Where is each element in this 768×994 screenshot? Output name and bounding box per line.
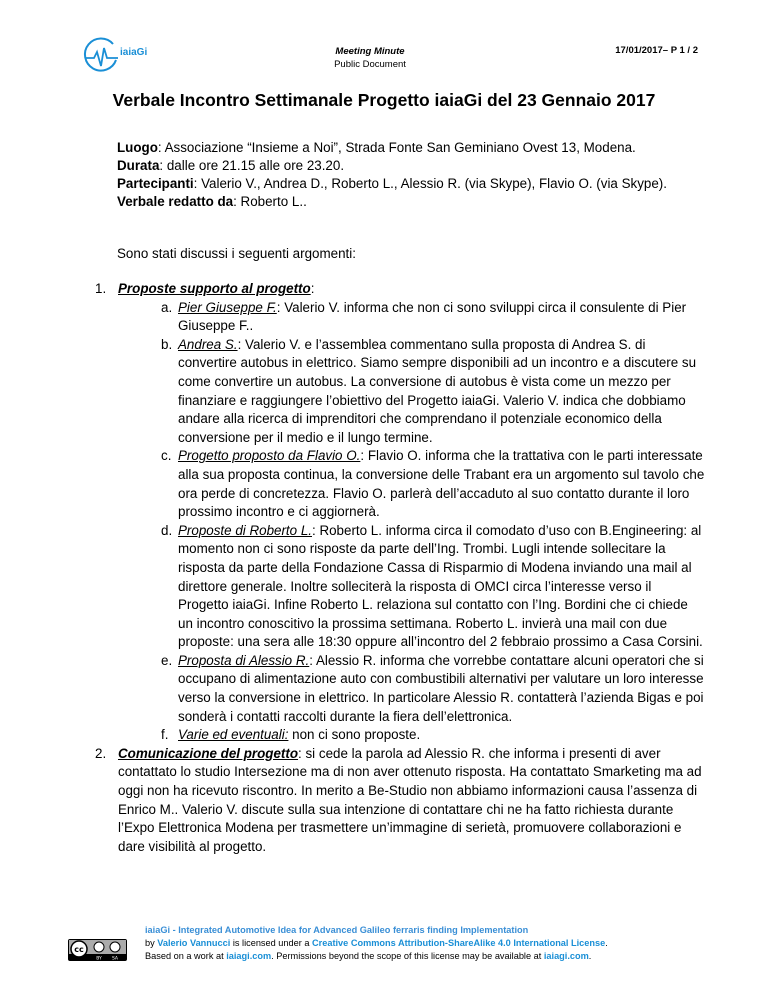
list-item: 1. Proposte supporto al progetto: a. Pier Giuseppe F.: Valerio V. informa che non ci sono sviluppi circa il consulente di Pier Giuseppe F.. b. Andrea S.: Valerio V. e l’assemblea commentano sulla proposta di Andrea S. di convertire autobus in elettrico. Siamo sempre disponibili ad un incontro e a discutere su come convertire un autobus. La conversione di autobus è vista come un mezzo per finanziare e raggiungere l’obiettivo del Progetto iaiaGi. Valerio V. indica che dobbiamo andare alla ricerca di imprenditori che comprendano il potenziale economico della conversione per il medio e il lungo termine. c. Progetto proposto da Flavio O.: Flavio O. informa che la trattativa con le parti interessate alla sua proposta continua, la conversione delle Trabant era un argomento sul tavolo che ora perde di concretezza. Flavio O. parlerà dell’accaduto al suo contatto durante il loro prossimo incontro e ci aggiornerà. d. Proposte di Roberto L.: Roberto L. informa circa il comodato d’uso con B.Engineering: al momento non ci sono risposte da parte dell’Ing. Trombi. Lugli intende sollecitare la risposta da parte della Fondazione Cassa di Risparmio di Modena inviando una mail al direttore generale. Inoltre solleciterà la risposta di OMCI circa l’interesse verso il Progetto iaiaGi. Infine Roberto L. relaziona sul contatto con l’Ing. Bordini che ci chiede un incontro conoscitivo la prossima settimana. Roberto L. invierà una mail con due proposte: una sera alle 18:30 oppure all’incontro del 2 febbraio prossimo a Casa Corsini. e. Proposta di Alessio R.: Alessio R. informa che vorrebbe contattare alcuni operatori che si occupano di alimentazione auto con combustibili alternativi per valutare un loro interesse verso la conversione in elettrico. In particolare Alessio R. contatterà l’azienda Bigas e poi sonderà i contatti raccolti durante la fiera dell’elettronica. f. Varie ed eventuali: non ci sono proposte. <box>118 280 705 745</box>
by-label: BY <box>96 956 102 960</box>
doc-type: Meeting Minute <box>335 46 405 57</box>
list-item: d. Proposte di Roberto L.: Roberto L. informa circa il comodato d’uso con B.Engineering: al momento non ci sono risposte da parte dell’Ing. Trombi. Lugli intende sollecitare la risposta da parte della Fondazione Cassa di Risparmio di Modena inviando una mail al direttore generale. Inoltre solleciterà la risposta di OMCI circa l’interesse verso il Progetto iaiaGi. Infine Roberto L. relaziona sul contatto con l’Ing. Bordini che ci chiede un incontro conoscitivo la prossima settimana. Roberto L. invierà una mail con due proposte: una sera alle 18:30 oppure all’incontro del 2 febbraio prossimo a Casa Corsini. <box>161 522 703 650</box>
footer-license-line: by Valerio Vannucci is licensed under a Creative Commons Attribution-ShareAlike 4.0 International License. <box>145 938 608 948</box>
sa-label: SA <box>111 956 119 960</box>
site-link-2[interactable]: iaiagi.com <box>543 951 589 961</box>
list-item: b. Andrea S.: Valerio V. e l’assemblea commentano sulla proposta di Andrea S. di convertire autobus in elettrico. Siamo sempre disponibili ad un incontro e a discutere su come convertire un autobus. La conversione di autobus è vista come un mezzo per finanziare e raggiungere l’obiettivo del Progetto iaiaGi. Valerio V. indica che dobbiamo andare alla ricerca di imprenditori che comprendano il potenziale economico della conversione per il medio e il lungo termine. <box>161 336 697 445</box>
logo <box>80 36 164 76</box>
meta-verbale: Verbale redatto da: Roberto L.. <box>117 194 307 209</box>
list-item: f. Varie ed eventuali: non ci sono proposte. <box>161 727 421 743</box>
intro-text: Sono stati discussi i seguenti argomenti: <box>117 246 356 261</box>
logo-text: iaiaGi <box>120 47 148 58</box>
item-title: Comunicazione del progetto <box>118 745 299 761</box>
meta-block <box>117 139 717 211</box>
logo-icon <box>80 36 120 76</box>
list-item: c. Progetto proposto da Flavio O.: Flavio O. informa che la trattativa con le parti interessate alla sua proposta continua, la conversione delle Trabant era un argomento sul tavolo che ora perde di concretezza. Flavio O. parlerà dell’accaduto al suo contatto durante il loro prossimo incontro e ci aggiornerà. <box>161 448 705 520</box>
cc-license-badge[interactable] <box>68 939 127 961</box>
meta-partecipanti: Partecipanti: Valerio V., Andrea D., Roberto L., Alessio R. (via Skype), Flavio O. (via Skype). <box>117 176 667 191</box>
item-title: Proposte supporto al progetto <box>118 281 311 296</box>
meta-durata: Durata: dalle ore 21.15 alle ore 23.20. <box>117 158 345 173</box>
doc-class: Public Document <box>334 59 406 70</box>
list-item: e. Proposta di Alessio R.: Alessio R. informa che vorrebbe contattare alcuni operatori che si occupano di alimentazione auto con combustibili alternativi per valutare un loro interesse verso la conversione in elettrico. In particolare Alessio R. contatterà l’azienda Bigas e poi sonderà i contatti raccolti durante la fiera dell’elettronica. <box>161 652 704 724</box>
cc-icon <box>69 940 126 960</box>
footer-project: iaiaGi - Integrated Automotive Idea for Advanced Galileo ferraris finding Implementation <box>145 925 529 935</box>
header-center <box>300 45 440 71</box>
site-link[interactable]: iaiagi.com <box>226 951 272 961</box>
footer <box>74 924 673 963</box>
list-item: 2. Comunicazione del progetto: si cede la parola ad Alessio R. che informa i presenti di aver contattato lo studio Intersezione ma di non aver ottenuto risposta. Ha contattato Smarketing ma ad oggi non ha ricevuto riscontro. In merito a Be-Studio non abbiamo informazioni causa l’assenza di Enrico M.. Valerio V. discute sulla sua intenzione di contattare chi ne ha fatto richiesta durante l’Expo Elettronica Modena per trasmettere un’immagine di serietà, promuovere collaborazioni e dare visibilità al progetto. <box>95 745 702 854</box>
footer-text <box>145 924 673 963</box>
license-link[interactable]: Creative Commons Attribution-ShareAlike 4.0 International License <box>312 938 606 948</box>
cc-label: cc <box>74 945 84 954</box>
footer-based-line: Based on a work at iaiagi.com. Permissions beyond the scope of this license may be available at iaiagi.com. <box>145 951 592 961</box>
agenda-list <box>85 280 705 856</box>
page-title: Verbale Incontro Settimanale Progetto iaiaGi del 23 Gennaio 2017 <box>112 90 656 110</box>
author-link[interactable]: Valerio Vannucci <box>157 938 231 948</box>
list-item: a. Pier Giuseppe F.: Valerio V. informa che non ci sono sviluppi circa il consulente di Pier Giuseppe F.. <box>161 299 687 334</box>
date-page: 17/01/2017– P 1 / 2 <box>615 45 698 56</box>
meta-luogo: Luogo: Associazione “Insieme a Noi”, Strada Fonte San Geminiano Ovest 13, Modena. <box>117 140 636 155</box>
